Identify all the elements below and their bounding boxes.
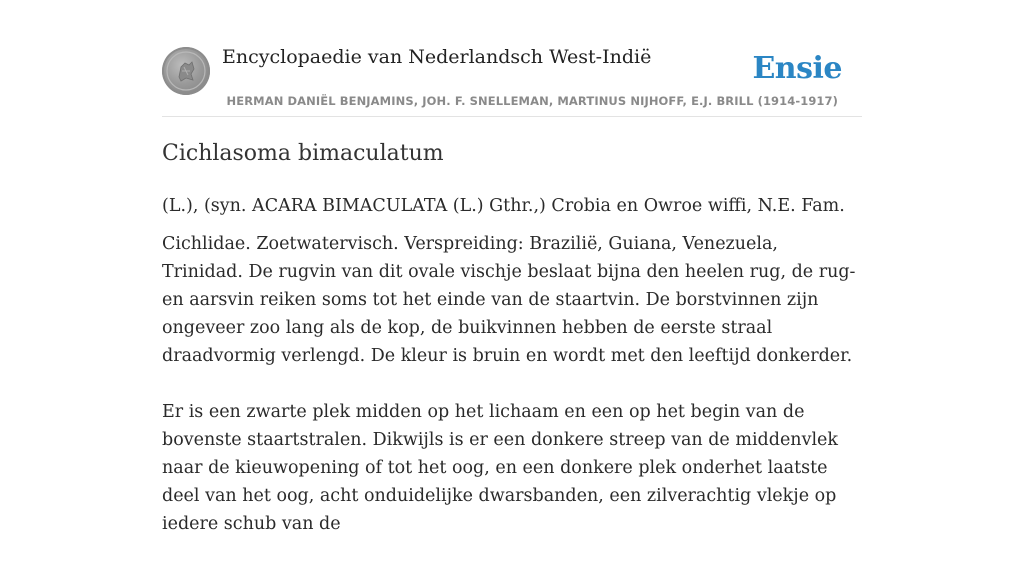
article-paragraph: Cichlidae. Zoetwatervisch. Verspreiding: Brazilië, Guiana, Venezuela, Trinidad. De rugvin van dit ovale vischje beslaat bijna den heelen rug, de rug- en aarsvin reiken soms tot het einde van de staartvin. De borstvinnen zijn ongeveer zoo lang als de kop, de buikvinnen hebben de eerste straal draadvormig verlengd. De kleur is bruin en wordt met den leeftijd donkerder. xyxy=(162,234,856,366)
authors-line: HERMAN DANIËL BENJAMINS, JOH. F. SNELLEMAN, MARTINUS NIJHOFF, E.J. BRILL (1914-1917) xyxy=(226,94,838,108)
article-intro: (L.), (syn. ACARA BIMACULATA (L.) Gthr.,) Crobia en Owroe wiffi, N.E. Fam. xyxy=(162,196,845,216)
article-content xyxy=(162,138,864,566)
article-title: Cichlasoma bimaculatum xyxy=(162,141,444,166)
site-header xyxy=(162,40,862,117)
brand-logo[interactable]: Ensie xyxy=(752,51,842,86)
article-paragraph: Er is een zwarte plek midden op het lichaam en een op het begin van de bovenste staartstralen. Dikwijls is er een donkere streep van de middenvlek naar de kieuwopening of tot het oog, en een donkere plek onderhet laatste deel van het oog, acht onduidelijke dwarsbanden, een zilverachtig vlekje op iedere schub van de xyxy=(162,402,839,534)
coin-seal-icon[interactable] xyxy=(162,47,210,95)
encyclopedia-title[interactable]: Encyclopaedie van Nederlandsch West-Indië xyxy=(222,46,652,68)
